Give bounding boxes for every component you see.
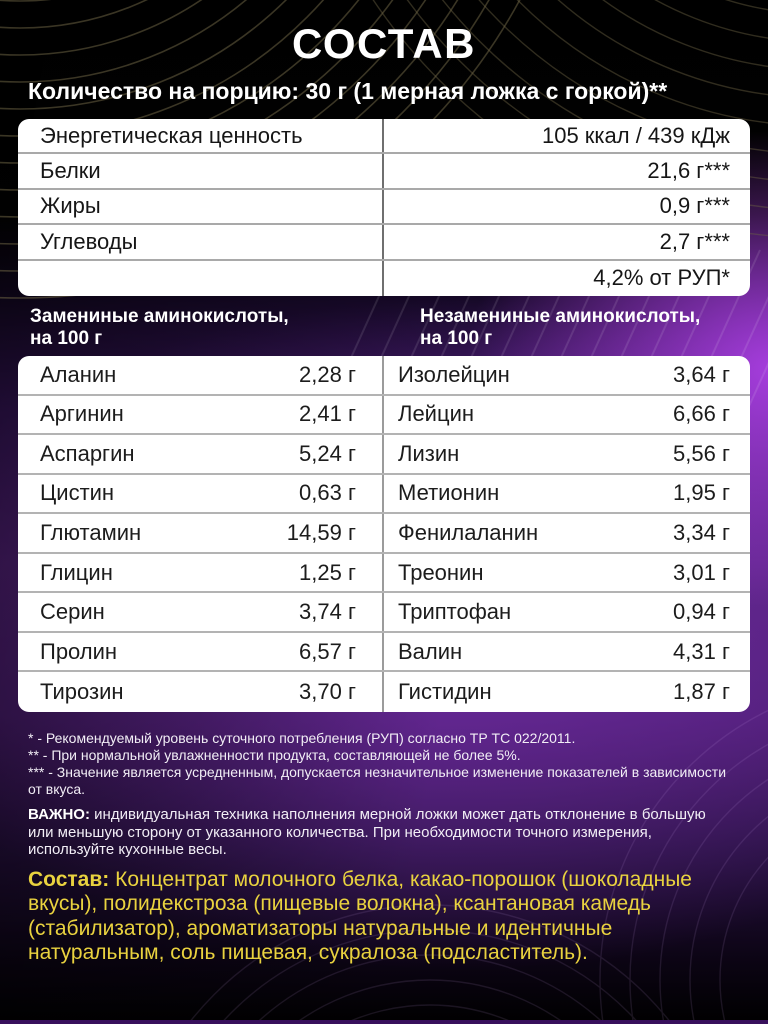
amino-cell [18,633,382,671]
amino-cell [18,435,382,473]
amino-value: 14,59 г [286,519,356,545]
important-label: ВАЖНО: [28,806,90,823]
amino-cell [18,554,382,592]
amino-value: 1,87 г [673,679,730,705]
nutrient-value: 21,6 г*** [382,154,750,187]
nutrient-label [18,261,382,296]
amino-value: 4,31 г [673,638,730,664]
nutrient-value: 4,2% от РУП* [382,261,750,296]
amino-cell [382,633,750,671]
amino-value: 3,34 г [673,519,730,545]
amino-value: 0,94 г [673,599,730,625]
table-row [18,475,750,515]
table-row [18,554,750,594]
amino-value: 5,56 г [673,440,730,466]
table-row [18,435,750,475]
amino-cell [382,396,750,434]
amino-name: Фенилаланин [398,519,539,545]
amino-cell [382,514,750,552]
amino-name: Аланин [40,361,117,387]
amino-name: Гистидин [398,679,492,705]
footnotes-block [28,730,740,798]
amino-name: Аспаргин [40,440,135,466]
important-note [28,806,734,859]
nutrient-value: 2,7 г*** [382,225,750,258]
table-row [18,261,750,296]
amino-name: Лейцин [398,401,475,427]
amino-value: 6,57 г [299,638,356,664]
amino-name: Валин [398,638,463,664]
amino-value: 3,64 г [673,361,730,387]
amino-cell [382,554,750,592]
amino-value: 6,66 г [673,401,730,427]
amino-value: 3,74 г [299,599,356,625]
table-row [18,190,750,225]
footnote-average-value: *** - Значение является усредненным, допускается незначительное изменение показателей в зависимости от вкуса. [28,764,727,798]
amino-value: 2,41 г [299,401,356,427]
amino-cell [18,593,382,631]
header-line: Незамениные аминокислоты, [420,306,701,327]
page-title: СОСТАВ [292,20,476,67]
table-row [18,356,750,396]
nutrient-label: Жиры [40,193,101,219]
nutrition-facts-table [18,119,750,296]
amino-name: Тирозин [40,679,124,705]
amino-name: Метионин [398,480,500,506]
table-row [18,514,750,554]
amino-name: Пролин [40,638,118,664]
amino-cell [18,396,382,434]
amino-cell [382,672,750,712]
table-row [18,154,750,189]
amino-acids-table [18,356,750,712]
amino-value: 3,01 г [673,559,730,585]
nutrient-value: 0,9 г*** [382,190,750,223]
amino-cell [382,356,750,394]
amino-cell [382,435,750,473]
ingredients-text: Концентрат молочного белка, какао-порошок (шоколадные вкусы), полидекстроза (пищевые волокна), ксантановая камедь (стабилизатор), ароматизаторы натуральные и идентичные натуральным, соль пищевая, сукралоза (подсластитель). [28,868,692,965]
amino-name: Глицин [40,559,113,585]
amino-cell [18,514,382,552]
amino-value: 1,25 г [299,559,356,585]
ingredients-label: Состав: [28,868,110,891]
bottom-purple-strip [0,1020,768,1024]
amino-cell [18,356,382,394]
amino-value: 3,70 г [299,679,356,705]
amino-value: 5,24 г [299,440,356,466]
amino-cell [382,475,750,513]
nonessential-amino-acids-header [30,306,289,350]
nutrient-label: Энергетическая ценность [40,122,303,148]
essential-amino-acids-header [420,306,700,350]
table-row [18,119,750,154]
nutrient-label: Белки [40,158,101,184]
amino-cell [18,475,382,513]
amino-name: Изолейцин [398,361,510,387]
ingredients-paragraph [28,868,728,965]
amino-name: Серин [40,599,105,625]
important-text: индивидуальная техника наполнения мерной ложки может дать отклонение в большую или меньшую сторону от указанного количества. При необходимости точного измерения, используйте кухонные весы. [28,806,706,859]
amino-name: Лизин [398,440,460,466]
footnote-rup: * - Рекомендуемый уровень суточного потребления (РУП) согласно ТР ТС 022/2011. [28,730,576,746]
table-row [18,672,750,712]
amino-name: Цистин [40,480,115,506]
amino-name: Треонин [398,559,484,585]
table-row [18,633,750,673]
table-row [18,225,750,260]
nutrient-value: 105 ккал / 439 кДж [382,119,750,152]
header-line: Замениные аминокислоты, [30,306,289,327]
amino-name: Триптофан [398,599,512,625]
amino-cell [18,672,382,712]
amino-value: 2,28 г [299,361,356,387]
amino-name: Глютамин [40,519,142,545]
amino-name: Аргинин [40,401,124,427]
nutrient-label: Углеводы [40,228,138,254]
header-line: на 100 г [30,328,103,349]
footnote-humidity: ** - При нормальной увлажненности продукта, составляющей не более 5%. [28,747,521,764]
header-line: на 100 г [420,328,493,349]
table-row [18,593,750,633]
amino-cell [382,593,750,631]
table-row [18,396,750,436]
amino-value: 0,63 г [299,480,356,506]
amino-value: 1,95 г [673,480,730,506]
serving-size-line: Количество на порцию: 30 г (1 мерная ложка с горкой)** [28,78,668,104]
